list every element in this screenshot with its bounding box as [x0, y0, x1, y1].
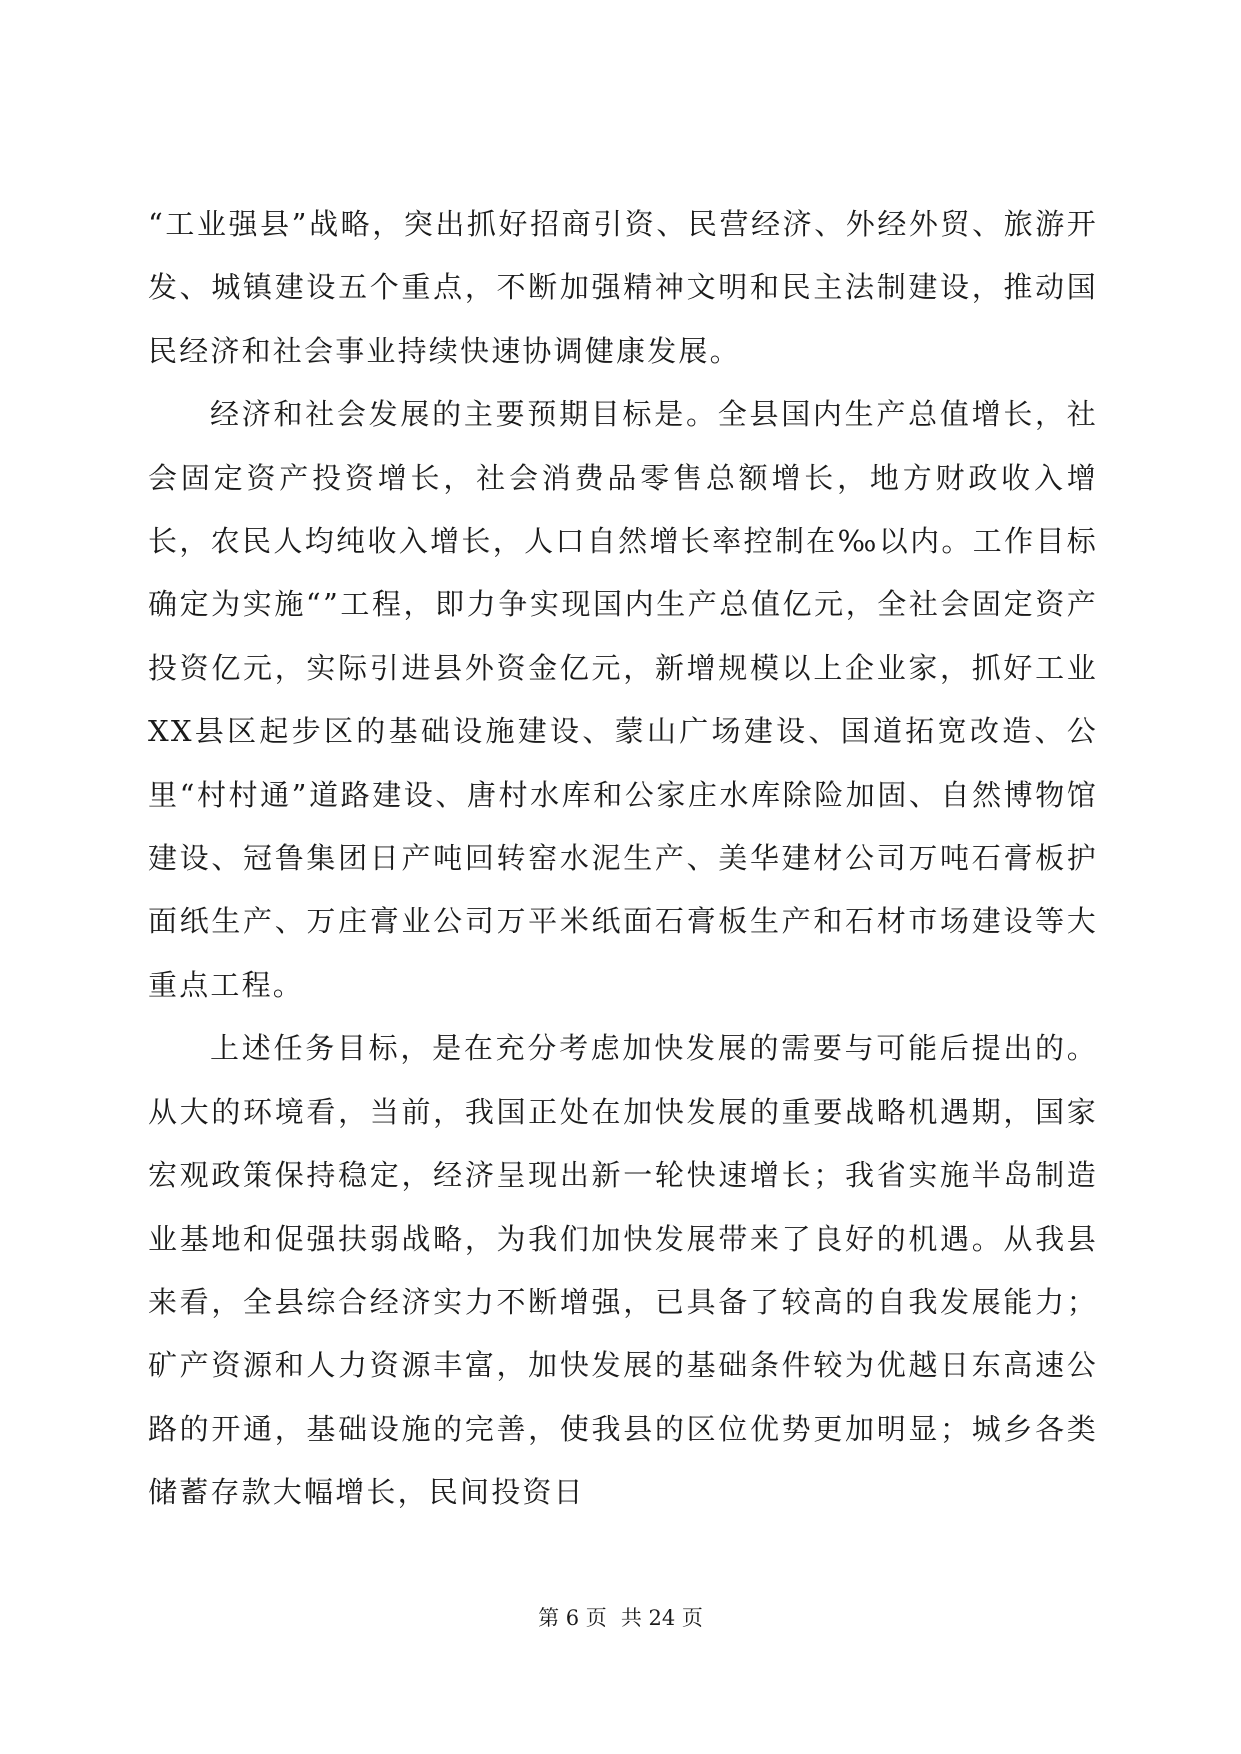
page-total: 共 24 页 [620, 1606, 703, 1630]
document-body [148, 193, 1098, 1525]
page-footer [0, 1603, 1241, 1633]
paragraph-1: “工业强县”战略，突出抓好招商引资、民营经济、外经外贸、旅游开发、城镇建设五个重点，不断加强精神文明和民主法制建设，推动国民经济和社会事业持续快速协调健康发展。 [148, 207, 1098, 368]
page-number: 第 6 页 [538, 1606, 607, 1630]
paragraph-2: 经济和社会发展的主要预期目标是。全县国内生产总值增长，社会固定资产投资增长，社会消费品零售总额增长，地方财政收入增长，农民人均纯收入增长，人口自然增长率控制在‰以内。工作目标确定为实施“”工程，即力争实现国内生产总值亿元，全社会固定资产投资亿元，实际引进县外资金亿元，新增规模以上企业家，抓好工业XX县区起步区的基础设施建设、蒙山广场建设、国道拓宽改造、公里“村村通”道路建设、唐村水库和公家庄水库除险加固、自然博物馆建设、冠鲁集团日产吨回转窑水泥生产、美华建材公司万吨石膏板护面纸生产、万庄膏业公司万平米纸面石膏板生产和石材市场建设等大重点工程。 [148, 397, 1098, 1002]
paragraph-3: 上述任务目标，是在充分考虑加快发展的需要与可能后提出的。从大的环境看，当前，我国正处在加快发展的重要战略机遇期，国家宏观政策保持稳定，经济呈现出新一轮快速增长；我省实施半岛制造业基地和促强扶弱战略，为我们加快发展带来了良好的机遇。从我县来看，全县综合经济实力不断增强，已具备了较高的自我发展能力；矿产资源和人力资源丰富，加快发展的基础条件较为优越日东高速公路的开通，基础设施的完善，使我县的区位优势更加明显；城乡各类储蓄存款大幅增长，民间投资日 [148, 1031, 1098, 1510]
